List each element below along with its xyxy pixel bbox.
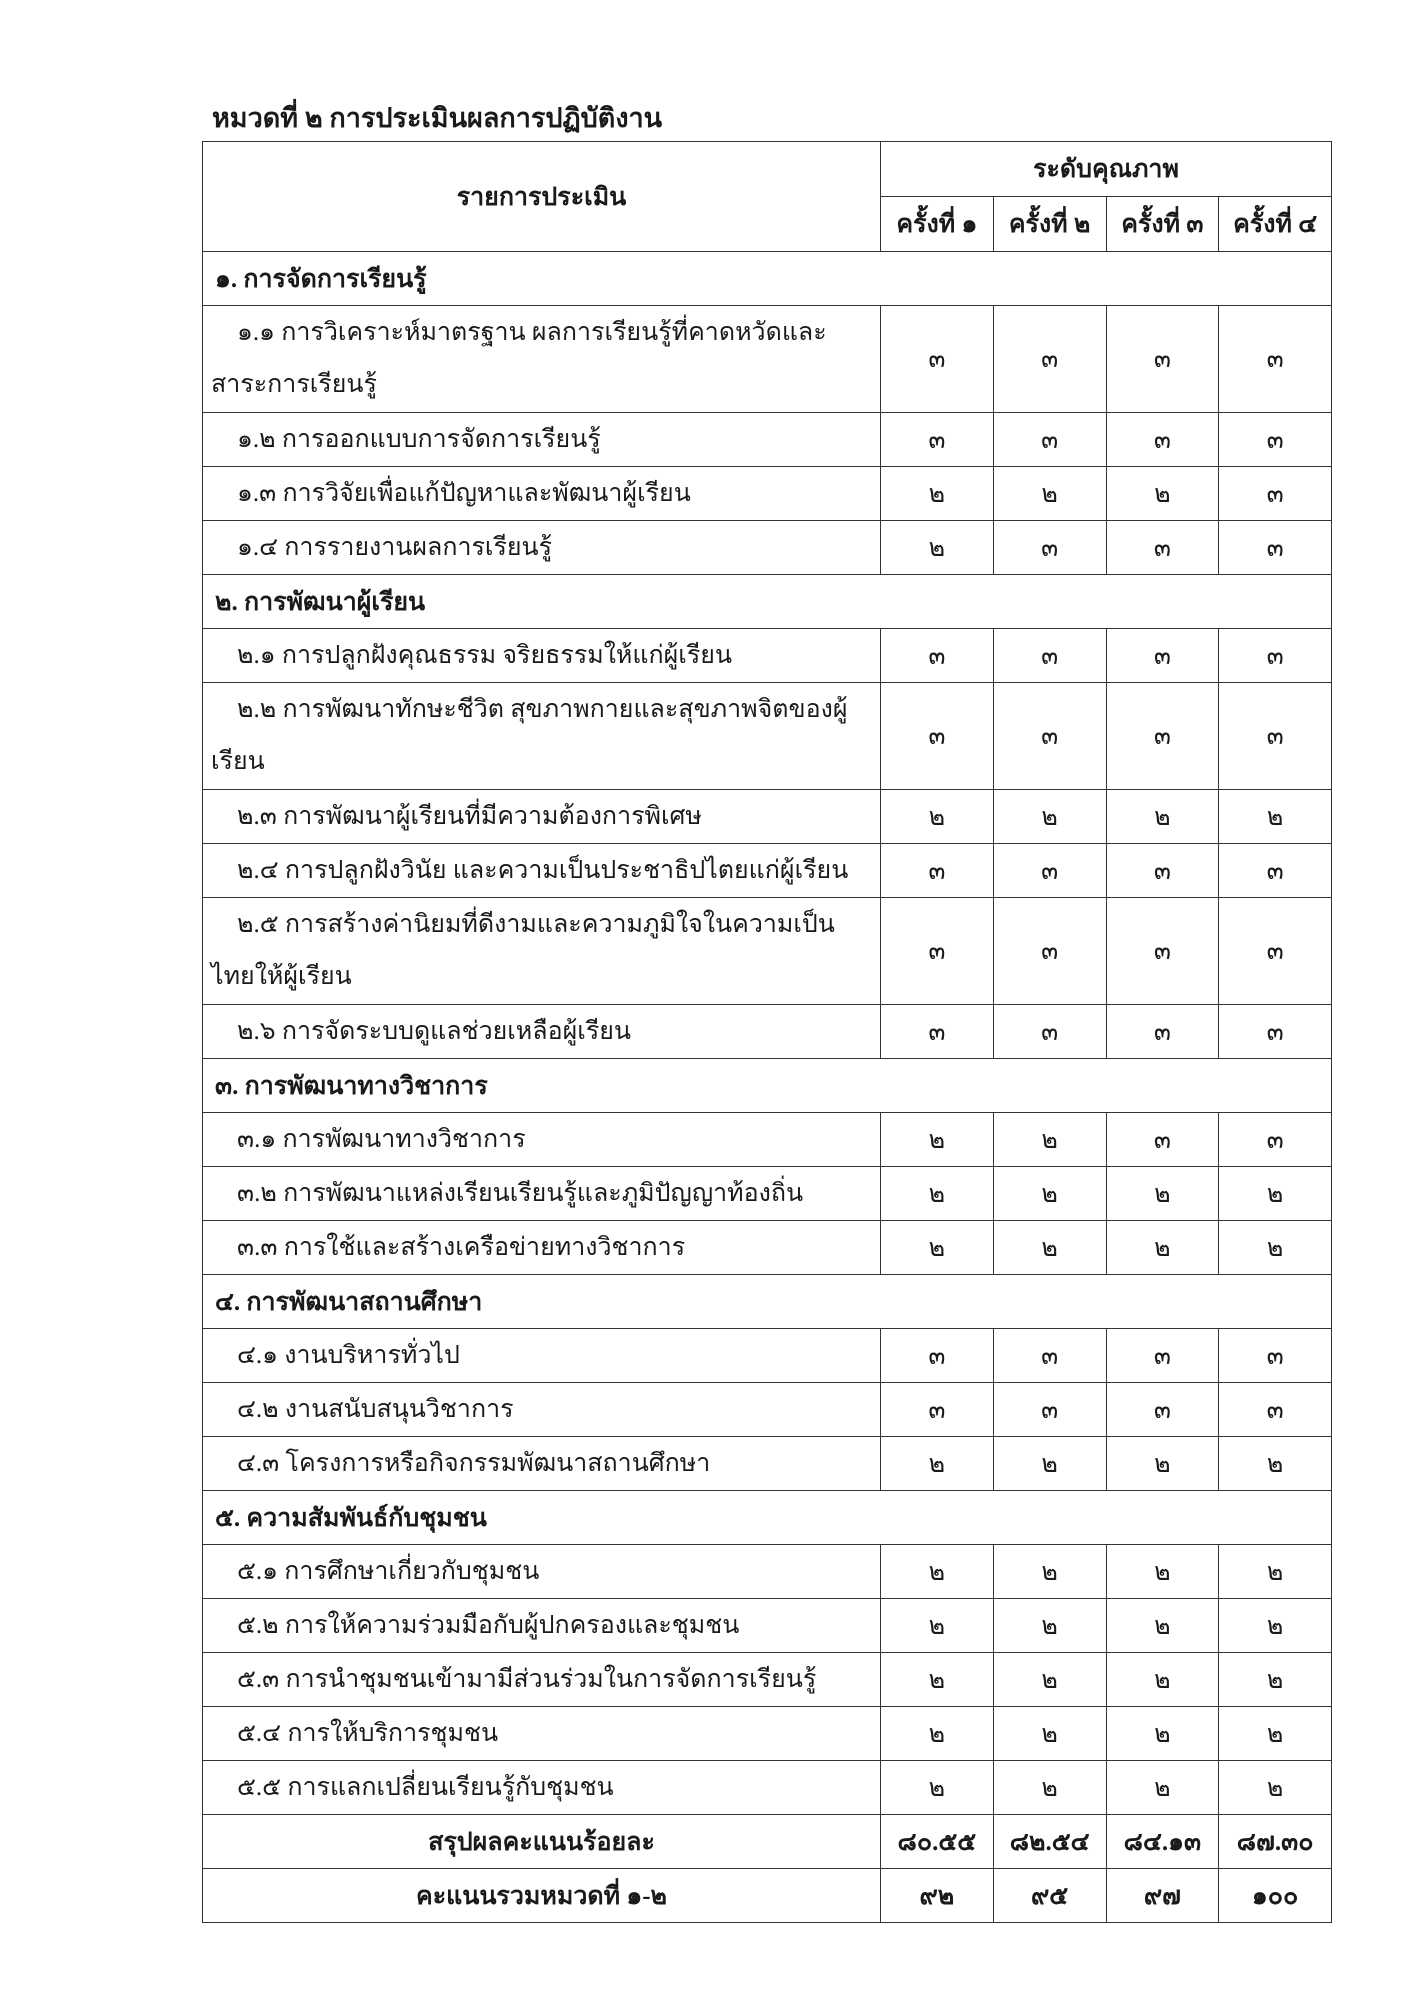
score-cell-round-2: ๓ bbox=[993, 1383, 1106, 1437]
item-text: การนำชุมชนเข้ามามีส่วนร่วมในการจัดการเรียนรู้ bbox=[285, 1665, 817, 1693]
score-cell-round-4: ๒ bbox=[1219, 1167, 1332, 1221]
summary-value-round-2: ๙๕ bbox=[993, 1869, 1106, 1923]
summary-value-round-2: ๘๒.๕๔ bbox=[993, 1815, 1106, 1869]
page-title: หมวดที่ ๒ การประเมินผลการปฏิบัติงาน bbox=[212, 103, 663, 133]
item-number: ๕.๔ bbox=[237, 1719, 282, 1747]
score-cell-round-4: ๓ bbox=[1219, 1329, 1332, 1383]
score-cell-round-3: ๒ bbox=[1106, 467, 1219, 521]
table-row bbox=[203, 629, 1332, 683]
summary-value-round-3: ๙๗ bbox=[1106, 1869, 1219, 1923]
table-body bbox=[203, 252, 1332, 1923]
item-number: ๓.๒ bbox=[237, 1179, 277, 1207]
score-cell-round-1: ๓ bbox=[881, 844, 994, 898]
item-cell bbox=[203, 1599, 881, 1653]
score-cell-round-2: ๓ bbox=[993, 413, 1106, 467]
header-quality-level: ระดับคุณภาพ bbox=[881, 142, 1332, 197]
item-cell bbox=[203, 1545, 881, 1599]
score-cell-round-3: ๓ bbox=[1106, 683, 1219, 790]
item-cell bbox=[203, 790, 881, 844]
table-row bbox=[203, 790, 1332, 844]
item-number: ๒.๑ bbox=[237, 641, 276, 669]
score-cell-round-3: ๒ bbox=[1106, 1599, 1219, 1653]
table-row bbox=[203, 844, 1332, 898]
item-text: การออกแบบการจัดการเรียนรู้ bbox=[281, 425, 601, 453]
score-cell-round-2: ๒ bbox=[993, 467, 1106, 521]
section-row bbox=[203, 1491, 1332, 1545]
score-cell-round-2: ๒ bbox=[993, 1707, 1106, 1761]
summary-label: คะแนนรวมหมวดที่ ๑-๒ bbox=[203, 1869, 881, 1923]
score-cell-round-3: ๒ bbox=[1106, 1653, 1219, 1707]
score-cell-round-2: ๓ bbox=[993, 683, 1106, 790]
score-cell-round-4: ๓ bbox=[1219, 413, 1332, 467]
item-number: ๒.๕ bbox=[237, 911, 279, 938]
item-text: การใช้และสร้างเครือข่ายทางวิชาการ bbox=[283, 1233, 686, 1261]
score-cell-round-4: ๓ bbox=[1219, 1005, 1332, 1059]
score-cell-round-3: ๓ bbox=[1106, 1113, 1219, 1167]
score-cell-round-2: ๒ bbox=[993, 1761, 1106, 1815]
item-cell bbox=[203, 629, 881, 683]
item-number: ๕.๓ bbox=[237, 1665, 280, 1693]
score-cell-round-3: ๓ bbox=[1106, 629, 1219, 683]
item-cell bbox=[203, 683, 881, 790]
score-cell-round-1: ๓ bbox=[881, 629, 994, 683]
score-cell-round-4: ๓ bbox=[1219, 521, 1332, 575]
item-number: ๑.๔ bbox=[237, 533, 279, 561]
score-cell-round-1: ๒ bbox=[881, 1167, 994, 1221]
table-row bbox=[203, 683, 1332, 790]
score-cell-round-1: ๒ bbox=[881, 1113, 994, 1167]
table-row bbox=[203, 413, 1332, 467]
score-cell-round-3: ๒ bbox=[1106, 1437, 1219, 1491]
score-cell-round-1: ๒ bbox=[881, 1437, 994, 1491]
item-text: การพัฒนาทักษะชีวิต สุขภาพกายและสุขภาพจิตของผู้เรียน bbox=[211, 696, 848, 775]
header-round-2: ครั้งที่ ๒ bbox=[993, 197, 1106, 252]
table-row bbox=[203, 1383, 1332, 1437]
section-title: ๔. การพัฒนาสถานศึกษา bbox=[203, 1275, 1332, 1329]
summary-row bbox=[203, 1869, 1332, 1923]
score-cell-round-3: ๓ bbox=[1106, 306, 1219, 413]
summary-value-round-3: ๘๔.๑๓ bbox=[1106, 1815, 1219, 1869]
score-cell-round-2: ๓ bbox=[993, 521, 1106, 575]
section-row bbox=[203, 575, 1332, 629]
item-cell bbox=[203, 1113, 881, 1167]
score-cell-round-2: ๓ bbox=[993, 1329, 1106, 1383]
section-row bbox=[203, 1275, 1332, 1329]
score-cell-round-2: ๒ bbox=[993, 790, 1106, 844]
table-row bbox=[203, 1653, 1332, 1707]
item-cell bbox=[203, 413, 881, 467]
score-cell-round-1: ๓ bbox=[881, 898, 994, 1005]
score-cell-round-2: ๒ bbox=[993, 1167, 1106, 1221]
score-cell-round-4: ๒ bbox=[1219, 790, 1332, 844]
score-cell-round-1: ๓ bbox=[881, 683, 994, 790]
score-cell-round-4: ๒ bbox=[1219, 1599, 1332, 1653]
table-row bbox=[203, 1005, 1332, 1059]
item-text: การแลกเปลี่ยนเรียนรู้กับชุมชน bbox=[287, 1773, 614, 1801]
score-cell-round-4: ๓ bbox=[1219, 1383, 1332, 1437]
score-cell-round-1: ๒ bbox=[881, 1707, 994, 1761]
item-text: การให้ความร่วมมือกับผู้ปกครองและชุมชน bbox=[284, 1611, 740, 1639]
table-row bbox=[203, 1221, 1332, 1275]
section-title: ๕. ความสัมพันธ์กับชุมชน bbox=[203, 1491, 1332, 1545]
score-cell-round-2: ๓ bbox=[993, 898, 1106, 1005]
score-cell-round-2: ๒ bbox=[993, 1599, 1106, 1653]
score-cell-round-4: ๓ bbox=[1219, 898, 1332, 1005]
score-cell-round-1: ๒ bbox=[881, 1221, 994, 1275]
item-text: การรายงานผลการเรียนรู้ bbox=[284, 533, 553, 561]
score-cell-round-2: ๓ bbox=[993, 844, 1106, 898]
score-cell-round-3: ๒ bbox=[1106, 1167, 1219, 1221]
item-cell bbox=[203, 1383, 881, 1437]
score-cell-round-3: ๒ bbox=[1106, 1707, 1219, 1761]
item-text: การพัฒนาผู้เรียนที่มีความต้องการพิเศษ bbox=[283, 802, 702, 830]
item-text: การปลูกฝังคุณธรรม จริยธรรมให้แก่ผู้เรียน bbox=[281, 641, 733, 669]
score-cell-round-4: ๒ bbox=[1219, 1221, 1332, 1275]
table-row bbox=[203, 1437, 1332, 1491]
item-text: การวิจัยเพื่อแก้ปัญหาและพัฒนาผู้เรียน bbox=[282, 479, 691, 507]
item-text: การศึกษาเกี่ยวกับชุมชน bbox=[284, 1557, 540, 1585]
item-cell bbox=[203, 1005, 881, 1059]
item-number: ๑.๒ bbox=[237, 425, 276, 453]
score-cell-round-2: ๓ bbox=[993, 1005, 1106, 1059]
item-text: การวิเคราะห์มาตรฐาน ผลการเรียนรู้ที่คาดหวัดและสาระการเรียนรู้ bbox=[211, 319, 827, 398]
score-cell-round-4: ๓ bbox=[1219, 683, 1332, 790]
table-header-row bbox=[203, 142, 1332, 197]
score-cell-round-2: ๓ bbox=[993, 629, 1106, 683]
item-cell bbox=[203, 1761, 881, 1815]
summary-value-round-4: ๑๐๐ bbox=[1219, 1869, 1332, 1923]
item-number: ๑.๑ bbox=[237, 319, 275, 346]
score-cell-round-3: ๒ bbox=[1106, 1221, 1219, 1275]
score-cell-round-4: ๓ bbox=[1219, 467, 1332, 521]
table-row bbox=[203, 1707, 1332, 1761]
score-cell-round-2: ๒ bbox=[993, 1437, 1106, 1491]
score-cell-round-4: ๒ bbox=[1219, 1707, 1332, 1761]
item-cell bbox=[203, 844, 881, 898]
item-cell bbox=[203, 1653, 881, 1707]
item-number: ๓.๑ bbox=[237, 1125, 277, 1153]
score-cell-round-3: ๓ bbox=[1106, 844, 1219, 898]
score-cell-round-4: ๓ bbox=[1219, 1113, 1332, 1167]
score-cell-round-3: ๓ bbox=[1106, 1329, 1219, 1383]
score-cell-round-1: ๒ bbox=[881, 1653, 994, 1707]
score-cell-round-2: ๒ bbox=[993, 1545, 1106, 1599]
item-cell bbox=[203, 1167, 881, 1221]
score-cell-round-1: ๒ bbox=[881, 1545, 994, 1599]
item-text: งานสนับสนุนวิชาการ bbox=[284, 1395, 514, 1423]
score-cell-round-3: ๓ bbox=[1106, 1005, 1219, 1059]
table-row bbox=[203, 1545, 1332, 1599]
score-cell-round-2: ๒ bbox=[993, 1113, 1106, 1167]
item-cell bbox=[203, 1707, 881, 1761]
score-cell-round-1: ๒ bbox=[881, 1761, 994, 1815]
table-row bbox=[203, 521, 1332, 575]
table-row bbox=[203, 1329, 1332, 1383]
item-number: ๒.๖ bbox=[237, 1017, 276, 1045]
item-text: การจัดระบบดูแลช่วยเหลือผู้เรียน bbox=[281, 1017, 631, 1045]
item-cell bbox=[203, 1329, 881, 1383]
item-text: การพัฒนาทางวิชาการ bbox=[282, 1125, 526, 1153]
score-cell-round-1: ๒ bbox=[881, 790, 994, 844]
score-cell-round-1: ๓ bbox=[881, 1005, 994, 1059]
section-row bbox=[203, 252, 1332, 306]
section-title: ๑. การจัดการเรียนรู้ bbox=[203, 252, 1332, 306]
header-round-3: ครั้งที่ ๓ bbox=[1106, 197, 1219, 252]
score-cell-round-4: ๒ bbox=[1219, 1761, 1332, 1815]
item-number: ๕.๒ bbox=[237, 1611, 279, 1639]
item-number: ๕.๕ bbox=[237, 1773, 282, 1801]
table-row bbox=[203, 467, 1332, 521]
summary-value-round-1: ๙๒ bbox=[881, 1869, 994, 1923]
section-title: ๓. การพัฒนาทางวิชาการ bbox=[203, 1059, 1332, 1113]
score-cell-round-2: ๓ bbox=[993, 306, 1106, 413]
item-cell bbox=[203, 467, 881, 521]
table-row bbox=[203, 898, 1332, 1005]
section-row bbox=[203, 1059, 1332, 1113]
score-cell-round-4: ๒ bbox=[1219, 1437, 1332, 1491]
score-cell-round-1: ๓ bbox=[881, 413, 994, 467]
item-cell bbox=[203, 1437, 881, 1491]
item-text: การปลูกฝังวินัย และความเป็นประชาธิปไตยแก่ผู้เรียน bbox=[284, 856, 849, 884]
score-cell-round-1: ๓ bbox=[881, 306, 994, 413]
table-row bbox=[203, 1167, 1332, 1221]
score-cell-round-2: ๒ bbox=[993, 1653, 1106, 1707]
section-title: ๒. การพัฒนาผู้เรียน bbox=[203, 575, 1332, 629]
item-number: ๑.๓ bbox=[237, 479, 277, 507]
score-cell-round-3: ๒ bbox=[1106, 1761, 1219, 1815]
item-number: ๒.๒ bbox=[237, 696, 277, 723]
summary-label: สรุปผลคะแนนร้อยละ bbox=[203, 1815, 881, 1869]
header-round-4: ครั้งที่ ๔ bbox=[1219, 197, 1332, 252]
item-text: การพัฒนาแหล่งเรียนเรียนรู้และภูมิปัญญาท้องถิ่น bbox=[283, 1179, 804, 1207]
summary-value-round-1: ๘๐.๕๕ bbox=[881, 1815, 994, 1869]
table-row bbox=[203, 1761, 1332, 1815]
item-text: โครงการหรือกิจกรรมพัฒนาสถานศึกษา bbox=[285, 1449, 711, 1477]
score-cell-round-3: ๒ bbox=[1106, 790, 1219, 844]
table-row bbox=[203, 306, 1332, 413]
score-cell-round-1: ๓ bbox=[881, 1383, 994, 1437]
score-cell-round-1: ๒ bbox=[881, 467, 994, 521]
item-number: ๓.๓ bbox=[237, 1233, 278, 1261]
score-cell-round-4: ๓ bbox=[1219, 629, 1332, 683]
score-cell-round-1: ๒ bbox=[881, 521, 994, 575]
score-cell-round-1: ๒ bbox=[881, 1599, 994, 1653]
score-cell-round-3: ๓ bbox=[1106, 413, 1219, 467]
item-number: ๔.๓ bbox=[237, 1449, 280, 1477]
score-cell-round-3: ๒ bbox=[1106, 1545, 1219, 1599]
score-cell-round-4: ๓ bbox=[1219, 844, 1332, 898]
score-cell-round-3: ๓ bbox=[1106, 521, 1219, 575]
summary-value-round-4: ๘๗.๓๐ bbox=[1219, 1815, 1332, 1869]
item-cell bbox=[203, 1221, 881, 1275]
summary-row bbox=[203, 1815, 1332, 1869]
item-text: งานบริหารทั่วไป bbox=[284, 1341, 460, 1369]
item-number: ๒.๔ bbox=[237, 856, 279, 884]
score-cell-round-1: ๓ bbox=[881, 1329, 994, 1383]
header-item-column: รายการประเมิน bbox=[203, 142, 881, 252]
score-cell-round-4: ๓ bbox=[1219, 306, 1332, 413]
item-number: ๒.๓ bbox=[237, 802, 277, 830]
score-cell-round-4: ๒ bbox=[1219, 1545, 1332, 1599]
score-cell-round-3: ๓ bbox=[1106, 1383, 1219, 1437]
item-cell bbox=[203, 306, 881, 413]
score-cell-round-2: ๒ bbox=[993, 1221, 1106, 1275]
item-text: การสร้างค่านิยมที่ดีงามและความภูมิใจในความเป็นไทยให้ผู้เรียน bbox=[211, 911, 835, 990]
evaluation-table bbox=[202, 141, 1332, 1923]
item-number: ๔.๑ bbox=[237, 1341, 279, 1369]
item-cell bbox=[203, 898, 881, 1005]
score-cell-round-3: ๓ bbox=[1106, 898, 1219, 1005]
item-text: การให้บริการชุมชน bbox=[287, 1719, 499, 1747]
score-cell-round-4: ๒ bbox=[1219, 1653, 1332, 1707]
table-row bbox=[203, 1599, 1332, 1653]
table-row bbox=[203, 1113, 1332, 1167]
header-round-1: ครั้งที่ ๑ bbox=[881, 197, 994, 252]
item-cell bbox=[203, 521, 881, 575]
item-number: ๔.๒ bbox=[237, 1395, 279, 1423]
item-number: ๕.๑ bbox=[237, 1557, 279, 1585]
